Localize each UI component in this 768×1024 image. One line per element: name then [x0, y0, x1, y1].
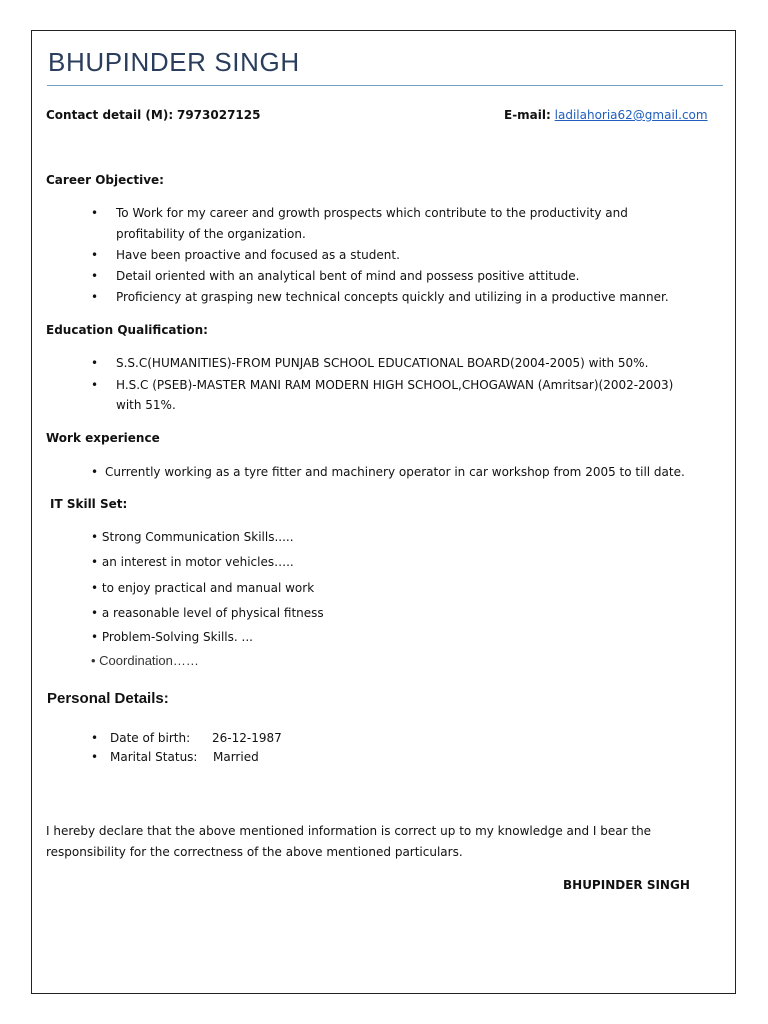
bullet-icon: •	[91, 290, 99, 304]
contact-phone	[46, 105, 260, 126]
skills-heading: IT Skill Set:	[50, 497, 128, 511]
skill-item: • to enjoy practical and manual work	[91, 581, 315, 595]
dob-label: Date of birth:	[110, 731, 191, 745]
education-item-1: S.S.C(HUMANITIES)-FROM PUNJAB SCHOOL EDUCATIONAL BOARD(2004-2005) with 50%.	[116, 356, 649, 370]
header-rule	[47, 85, 723, 86]
phone-label: Contact detail (M):	[46, 108, 174, 122]
education-heading: Education Qualification:	[46, 323, 208, 337]
education-item-2: H.S.C (PSEB)-MASTER MANI RAM MODERN HIGH SCHOOL,CHOGAWAN (Amritsar)(2002-2003)	[116, 378, 674, 392]
marital-label: Marital Status:	[110, 750, 198, 764]
dob-value: 26-12-1987	[212, 731, 282, 745]
bullet-icon: •	[91, 731, 99, 745]
declaration-line-1: I hereby declare that the above mentioned information is correct up to my knowledge and I bear the	[46, 824, 652, 838]
contact-email	[504, 105, 708, 126]
phone-value: 7973027125	[176, 108, 261, 122]
personal-heading: Personal Details:	[47, 690, 169, 707]
marital-value: Married	[213, 750, 259, 764]
career-item-1: To Work for my career and growth prospects which contribute to the productivity and	[116, 206, 628, 220]
candidate-name: BHUPINDER SINGH	[48, 47, 300, 77]
bullet-icon: •	[91, 206, 99, 220]
skill-item: • Strong Communication Skills.....	[91, 530, 294, 544]
skill-item: • a reasonable level of physical fitness	[91, 606, 324, 620]
bullet-icon: •	[91, 269, 99, 283]
bullet-icon: •	[91, 750, 99, 764]
signature-name: BHUPINDER SINGH	[563, 878, 690, 892]
resume-page	[31, 30, 736, 994]
career-item-4: Proficiency at grasping new technical concepts quickly and utilizing in a productive manner.	[116, 290, 669, 304]
skill-item: • Problem-Solving Skills. ...	[91, 630, 253, 644]
career-objective-heading: Career Objective:	[46, 173, 164, 187]
education-item-2-cont: with 51%.	[116, 398, 176, 412]
skill-item: • Coordination……	[91, 653, 199, 668]
career-item-3: Detail oriented with an analytical bent of mind and possess positive attitude.	[116, 269, 580, 283]
declaration-line-2: responsibility for the correctness of the above mentioned particulars.	[46, 845, 463, 859]
work-item-1: Currently working as a tyre fitter and machinery operator in car workshop from 2005 to till date.	[105, 465, 685, 479]
email-link[interactable]: ladilahoria62@gmail.com	[554, 108, 708, 122]
bullet-icon: •	[91, 465, 99, 479]
career-item-2: Have been proactive and focused as a student.	[116, 248, 400, 262]
bullet-icon: •	[91, 248, 99, 262]
email-label: E-mail:	[504, 108, 551, 122]
bullet-icon: •	[91, 378, 99, 392]
bullet-icon: •	[91, 356, 99, 370]
work-heading: Work experience	[46, 431, 160, 445]
career-item-1-cont: profitability of the organization.	[116, 227, 306, 241]
skill-item: • an interest in motor vehicles…..	[91, 555, 294, 569]
